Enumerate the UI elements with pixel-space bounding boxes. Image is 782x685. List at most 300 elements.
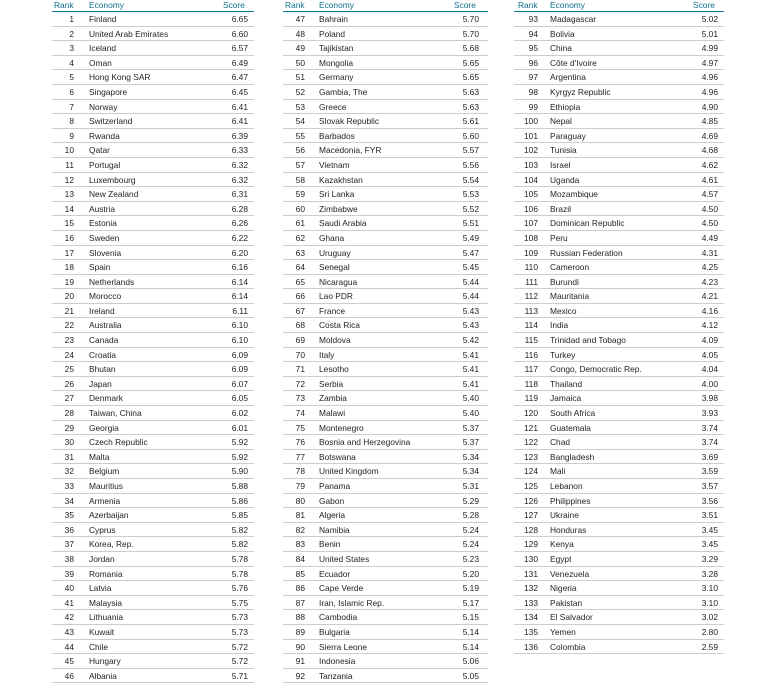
score-cell: 6.32	[231, 159, 248, 170]
score-cell: 5.73	[231, 612, 248, 623]
table-row	[514, 523, 724, 538]
economy-cell: Taiwan, China	[89, 408, 142, 419]
table-row	[283, 158, 488, 173]
rank-cell: 104	[524, 174, 538, 185]
table-row	[52, 450, 254, 465]
column-header	[514, 0, 724, 12]
score-cell: 3.45	[701, 524, 718, 535]
economy-cell: Côte d'Ivoire	[550, 57, 597, 68]
rank-cell: 110	[524, 262, 538, 273]
score-cell: 5.70	[462, 28, 479, 39]
score-cell: 3.51	[701, 510, 718, 521]
table-row	[514, 143, 724, 158]
rank-cell: 100	[524, 116, 538, 127]
rank-cell: 27	[64, 393, 74, 404]
header-rank: Rank	[285, 0, 305, 10]
rank-cell: 114	[524, 320, 538, 331]
score-cell: 5.42	[462, 335, 479, 346]
rank-cell: 8	[69, 116, 74, 127]
score-cell: 3.74	[701, 422, 718, 433]
economy-cell: Italy	[319, 349, 335, 360]
score-cell: 5.72	[231, 656, 248, 667]
rank-cell: 12	[64, 174, 74, 185]
economy-cell: Nicaragua	[319, 276, 358, 287]
score-cell: 4.49	[701, 232, 718, 243]
economy-cell: Gambia, The	[319, 86, 368, 97]
economy-cell: Kazakhstan	[319, 174, 363, 185]
score-cell: 6.09	[231, 364, 248, 375]
score-cell: 6.33	[231, 145, 248, 156]
table-row	[514, 129, 724, 144]
economy-cell: Bhutan	[89, 364, 116, 375]
table-row	[52, 41, 254, 56]
table-row	[52, 333, 254, 348]
score-cell: 6.10	[231, 335, 248, 346]
score-cell: 5.57	[462, 145, 479, 156]
score-cell: 6.41	[231, 101, 248, 112]
table-row	[52, 625, 254, 640]
table-row	[52, 27, 254, 42]
table-row	[52, 70, 254, 85]
score-cell: 3.02	[701, 612, 718, 623]
score-cell: 3.74	[701, 437, 718, 448]
score-cell: 5.45	[462, 262, 479, 273]
score-cell: 5.31	[462, 481, 479, 491]
table-row	[514, 56, 724, 71]
score-cell: 5.43	[462, 320, 479, 331]
rank-cell: 67	[295, 305, 305, 316]
rank-cell: 101	[524, 130, 538, 141]
rank-cell: 69	[295, 335, 305, 346]
economy-cell: Israel	[550, 159, 571, 170]
rank-cell: 121	[524, 422, 538, 433]
economy-cell: Armenia	[89, 495, 121, 506]
rank-cell: 77	[295, 451, 305, 462]
rank-cell: 54	[295, 116, 305, 127]
rank-cell: 60	[295, 203, 305, 214]
economy-cell: Moldova	[319, 335, 351, 346]
score-cell: 6.47	[231, 72, 248, 83]
table-row	[283, 27, 488, 42]
rank-cell: 80	[295, 495, 305, 506]
table-row	[283, 187, 488, 202]
economy-cell: Bolivia	[550, 28, 575, 39]
economy-cell: Hong Kong SAR	[89, 72, 151, 83]
economy-cell: Albania	[89, 670, 117, 681]
economy-cell: Macedonia, FYR	[319, 145, 382, 156]
score-cell: 5.37	[462, 437, 479, 448]
table-row	[52, 129, 254, 144]
score-cell: 5.44	[462, 276, 479, 287]
rank-cell: 91	[295, 656, 305, 667]
table-row	[283, 669, 488, 684]
score-cell: 6.02	[231, 408, 248, 419]
table-row	[514, 260, 724, 275]
score-cell: 3.69	[701, 451, 718, 462]
table-row	[52, 246, 254, 261]
rank-cell: 6	[69, 86, 74, 97]
rank-cell: 94	[528, 28, 538, 39]
score-cell: 4.23	[701, 276, 718, 287]
rank-cell: 106	[524, 203, 538, 214]
table-row	[514, 216, 724, 231]
score-cell: 4.05	[701, 349, 718, 360]
table-row	[283, 479, 488, 494]
score-cell: 6.60	[231, 28, 248, 39]
rank-cell: 26	[64, 378, 74, 389]
economy-cell: Mozambique	[550, 189, 598, 200]
economy-cell: Panama	[319, 481, 351, 491]
score-cell: 5.06	[462, 656, 479, 667]
rank-cell: 123	[524, 451, 538, 462]
table-row	[283, 70, 488, 85]
rank-cell: 38	[64, 553, 74, 564]
economy-cell: Vietnam	[319, 159, 350, 170]
score-cell: 5.40	[462, 408, 479, 419]
score-cell: 6.14	[231, 291, 248, 302]
economy-cell: France	[319, 305, 346, 316]
rank-cell: 24	[64, 349, 74, 360]
rank-cell: 62	[295, 232, 305, 243]
rank-cell: 135	[524, 626, 538, 637]
economy-cell: Oman	[89, 57, 112, 68]
rank-cell: 55	[295, 130, 305, 141]
ranking-column-1	[52, 0, 254, 683]
table-row	[52, 216, 254, 231]
table-row	[283, 318, 488, 333]
rank-cell: 51	[295, 72, 305, 83]
table-row	[514, 187, 724, 202]
table-row	[283, 508, 488, 523]
score-cell: 6.09	[231, 349, 248, 360]
table-row	[283, 654, 488, 669]
rank-cell: 81	[295, 510, 305, 521]
economy-cell: Zambia	[319, 393, 347, 404]
table-row	[283, 567, 488, 582]
economy-cell: Argentina	[550, 72, 586, 83]
economy-cell: Malta	[89, 451, 110, 462]
score-cell: 5.52	[462, 203, 479, 214]
table-row	[283, 129, 488, 144]
table-row	[52, 567, 254, 582]
table-row	[514, 479, 724, 494]
score-cell: 5.54	[462, 174, 479, 185]
table-row	[514, 275, 724, 290]
rank-cell: 39	[64, 568, 74, 579]
table-row	[52, 114, 254, 129]
economy-cell: Poland	[319, 28, 346, 39]
rank-cell: 48	[295, 28, 305, 39]
economy-cell: Korea, Rep.	[89, 539, 134, 550]
rank-cell: 124	[524, 466, 538, 477]
table-row	[514, 406, 724, 421]
table-row	[283, 362, 488, 377]
score-cell: 5.41	[462, 349, 479, 360]
table-row	[52, 56, 254, 71]
table-row	[514, 640, 724, 655]
score-cell: 5.19	[462, 583, 479, 594]
score-cell: 4.96	[701, 72, 718, 83]
score-cell: 5.56	[462, 159, 479, 170]
economy-cell: China	[550, 43, 572, 54]
header-rank: Rank	[518, 0, 538, 10]
rank-cell: 52	[295, 86, 305, 97]
table-row	[283, 552, 488, 567]
score-cell: 5.65	[462, 57, 479, 68]
economy-cell: Egypt	[550, 553, 572, 564]
score-cell: 5.78	[231, 553, 248, 564]
economy-cell: Malaysia	[89, 597, 123, 608]
rank-cell: 20	[64, 291, 74, 302]
economy-cell: India	[550, 320, 569, 331]
economy-cell: Romania	[89, 568, 123, 579]
score-cell: 3.10	[701, 583, 718, 594]
header-economy: Economy	[89, 0, 124, 10]
table-row	[514, 246, 724, 261]
economy-cell: Tanzania	[319, 670, 353, 681]
economy-cell: Jordan	[89, 553, 115, 564]
economy-cell: Brazil	[550, 203, 571, 214]
rank-cell: 47	[295, 14, 305, 24]
table-row	[514, 625, 724, 640]
score-cell: 4.16	[701, 305, 718, 316]
rank-cell: 32	[64, 466, 74, 477]
economy-cell: Greece	[319, 101, 347, 112]
economy-cell: Slovenia	[89, 247, 122, 258]
rank-cell: 7	[69, 101, 74, 112]
score-cell: 5.34	[462, 451, 479, 462]
table-row	[514, 231, 724, 246]
table-row	[514, 85, 724, 100]
table-row	[52, 289, 254, 304]
table-row	[52, 231, 254, 246]
table-row	[52, 12, 254, 27]
ranking-column-2	[283, 0, 488, 683]
rank-cell: 99	[528, 101, 538, 112]
score-cell: 5.82	[231, 539, 248, 550]
rank-cell: 122	[524, 437, 538, 448]
rank-cell: 116	[524, 349, 538, 360]
score-cell: 5.71	[231, 670, 248, 681]
economy-cell: Latvia	[89, 583, 112, 594]
rank-cell: 45	[64, 656, 74, 667]
score-cell: 6.11	[232, 305, 248, 316]
table-row	[514, 508, 724, 523]
rank-cell: 61	[295, 218, 305, 229]
score-cell: 4.68	[701, 145, 718, 156]
score-cell: 5.05	[462, 670, 479, 681]
table-row	[514, 100, 724, 115]
table-row	[52, 523, 254, 538]
economy-cell: Croatia	[89, 349, 116, 360]
table-row	[514, 202, 724, 217]
economy-cell: Mongolia	[319, 57, 353, 68]
economy-cell: Gabon	[319, 495, 345, 506]
economy-cell: Netherlands	[89, 276, 135, 287]
score-cell: 5.76	[231, 583, 248, 594]
rank-cell: 90	[295, 641, 305, 652]
table-row	[283, 450, 488, 465]
rank-cell: 125	[524, 481, 538, 491]
economy-cell: Finland	[89, 14, 117, 24]
table-row	[283, 289, 488, 304]
rank-cell: 30	[64, 437, 74, 448]
economy-cell: Indonesia	[319, 656, 356, 667]
table-row	[283, 494, 488, 509]
rank-cell: 58	[295, 174, 305, 185]
table-row	[283, 216, 488, 231]
rank-cell: 76	[295, 437, 305, 448]
economy-cell: Norway	[89, 101, 118, 112]
table-row	[283, 56, 488, 71]
rank-cell: 115	[524, 335, 538, 346]
rank-cell: 17	[64, 247, 74, 258]
rank-cell: 75	[295, 422, 305, 433]
table-row	[514, 610, 724, 625]
table-row	[52, 435, 254, 450]
table-row	[283, 12, 488, 27]
rank-cell: 92	[295, 670, 305, 681]
table-row	[52, 406, 254, 421]
economy-cell: Georgia	[89, 422, 119, 433]
table-row	[283, 246, 488, 261]
score-cell: 4.99	[701, 43, 718, 54]
table-row	[514, 173, 724, 188]
rank-cell: 40	[64, 583, 74, 594]
economy-cell: Iran, Islamic Rep.	[319, 597, 385, 608]
economy-cell: Slovak Republic	[319, 116, 380, 127]
table-row	[52, 362, 254, 377]
rank-cell: 37	[64, 539, 74, 550]
score-cell: 4.50	[701, 203, 718, 214]
table-row	[52, 640, 254, 655]
rank-cell: 132	[524, 583, 538, 594]
rank-cell: 46	[64, 670, 74, 681]
economy-cell: Spain	[89, 262, 111, 273]
ranking-column-3	[514, 0, 724, 654]
economy-cell: Paraguay	[550, 130, 586, 141]
rank-cell: 64	[295, 262, 305, 273]
economy-cell: Mali	[550, 466, 566, 477]
economy-cell: Iceland	[89, 43, 117, 54]
table-row	[52, 85, 254, 100]
economy-cell: Madagascar	[550, 14, 597, 24]
rank-cell: 42	[64, 612, 74, 623]
rank-cell: 18	[64, 262, 74, 273]
score-cell: 5.28	[462, 510, 479, 521]
score-cell: 5.20	[462, 568, 479, 579]
rank-cell: 70	[295, 349, 305, 360]
table-row	[514, 421, 724, 436]
header-economy: Economy	[319, 0, 354, 10]
economy-cell: Nepal	[550, 116, 572, 127]
score-cell: 5.63	[462, 86, 479, 97]
table-row	[52, 187, 254, 202]
table-row	[514, 450, 724, 465]
score-cell: 5.44	[462, 291, 479, 302]
score-cell: 6.31	[231, 189, 248, 200]
economy-cell: Estonia	[89, 218, 117, 229]
economy-cell: Bosnia and Herzegovina	[319, 437, 411, 448]
rank-cell: 98	[528, 86, 538, 97]
score-cell: 5.29	[462, 495, 479, 506]
economy-cell: Cameroon	[550, 262, 590, 273]
table-row	[514, 494, 724, 509]
score-cell: 4.31	[701, 247, 718, 258]
economy-cell: Kuwait	[89, 626, 115, 637]
economy-cell: Venezuela	[550, 568, 590, 579]
economy-cell: Canada	[89, 335, 119, 346]
rank-cell: 119	[524, 393, 538, 404]
table-row	[52, 391, 254, 406]
rank-cell: 19	[64, 276, 74, 287]
score-cell: 6.26	[231, 218, 248, 229]
table-row	[52, 596, 254, 611]
economy-cell: United States	[319, 553, 370, 564]
economy-cell: Chad	[550, 437, 571, 448]
table-row	[283, 304, 488, 319]
economy-cell: Peru	[550, 232, 568, 243]
table-row	[52, 202, 254, 217]
score-cell: 5.47	[462, 247, 479, 258]
score-cell: 5.49	[462, 232, 479, 243]
economy-cell: Costa Rica	[319, 320, 360, 331]
economy-cell: Ecuador	[319, 568, 351, 579]
rank-cell: 128	[524, 524, 538, 535]
rank-cell: 35	[64, 510, 74, 521]
score-cell: 5.24	[462, 524, 479, 535]
score-cell: 5.63	[462, 101, 479, 112]
rank-cell: 4	[69, 57, 74, 68]
economy-cell: Ghana	[319, 232, 345, 243]
economy-cell: Denmark	[89, 393, 123, 404]
score-cell: 5.86	[231, 495, 248, 506]
score-cell: 5.14	[462, 641, 479, 652]
rank-cell: 5	[69, 72, 74, 83]
economy-cell: Tajikistan	[319, 43, 354, 54]
rank-cell: 96	[528, 57, 538, 68]
score-cell: 5.41	[462, 364, 479, 375]
score-cell: 4.69	[701, 130, 718, 141]
score-cell: 6.10	[231, 320, 248, 331]
economy-cell: Lebanon	[550, 481, 583, 491]
score-cell: 5.68	[462, 43, 479, 54]
rank-cell: 86	[295, 583, 305, 594]
score-cell: 5.61	[462, 116, 479, 127]
rank-cell: 13	[64, 189, 74, 200]
economy-cell: Burundi	[550, 276, 579, 287]
economy-cell: Kenya	[550, 539, 574, 550]
economy-cell: Honduras	[550, 524, 587, 535]
economy-cell: Czech Republic	[89, 437, 148, 448]
score-cell: 3.56	[701, 495, 718, 506]
table-row	[283, 173, 488, 188]
rank-cell: 130	[524, 553, 538, 564]
header-rank: Rank	[54, 0, 74, 10]
rank-cell: 117	[524, 364, 538, 375]
table-row	[514, 27, 724, 42]
rank-cell: 102	[524, 145, 538, 156]
score-cell: 4.09	[701, 335, 718, 346]
rank-cell: 1	[69, 14, 74, 24]
economy-cell: Algeria	[319, 510, 346, 521]
score-cell: 5.72	[231, 641, 248, 652]
rank-cell: 28	[64, 408, 74, 419]
score-cell: 5.34	[462, 466, 479, 477]
score-cell: 6.45	[231, 86, 248, 97]
economy-cell: Australia	[89, 320, 122, 331]
economy-cell: Lesotho	[319, 364, 349, 375]
